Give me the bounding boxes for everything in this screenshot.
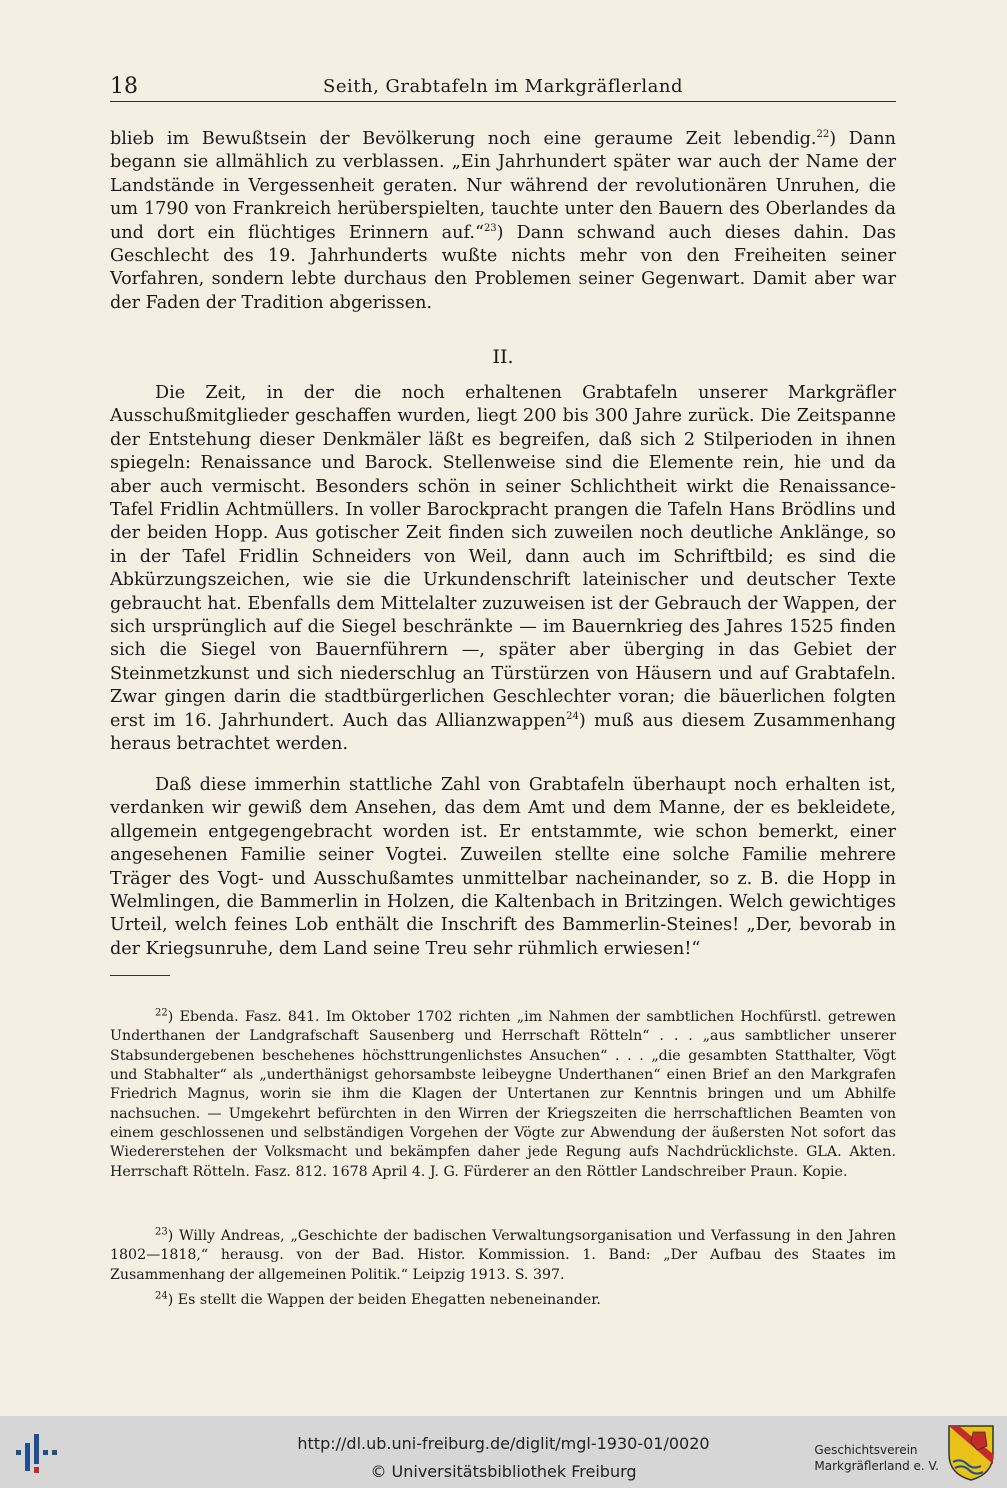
viewer-footer (0, 1416, 1007, 1488)
paragraph-text: Daß diese immerhin stattliche Zahl von Grabtafeln überhaupt noch erhalten ist, verdanken wir gewiß dem Ansehen, das dem Amt und dem Manne, der es bekleidete, allgemein entgegengebracht worden ist. Er entstammte, wie schon bemerkt, einer angesehenen Familie seiner Vogtei. Zuweilen stellte eine solche Familie mehrere Träger des Vogt- und Ausschußamtes unmittelbar nacheinander, so z. B. die Hopp in Welmlingen, die Bammerlin in Holzen, die Kaltenbach in Britzingen. Welch gewichtiges Urteil, welch feines Lob enthält die Inschrift des Bammerlin-Steines! „Der, bevorab in der Kriegsunruhe, dem Land seine Treu sehr rühmlich erwiesen!“ (110, 775, 896, 959)
paragraph-text: blieb im Bewußtsein der Bevölkerung noch eine geraume Zeit lebendig. (110, 129, 817, 149)
section-heading: II. (492, 346, 514, 368)
body-paragraph (110, 774, 896, 961)
body-paragraph (110, 382, 896, 757)
page-number: 18 (110, 74, 138, 99)
footnote-ref: 24 (566, 710, 579, 722)
footnote (110, 994, 896, 1196)
coat-of-arms-icon (947, 1424, 995, 1482)
footnote (110, 1277, 896, 1325)
footnote-marker: 23 (155, 1226, 168, 1238)
footnote-rule (110, 975, 170, 976)
publisher-name (814, 1442, 939, 1474)
footnote-marker: 22 (155, 1007, 168, 1019)
publisher-line: Markgräflerland e. V. (814, 1459, 939, 1473)
paragraph-text: ) Dann begann sie allmählich zu verblassen. „Ein Jahrhundert später war auch der Name der Landstände in Vergessenheit geraten. Nur während der revolutionären Unruhen, die um 1790 von Frankreich herüberspielten, tauchte unter den Bauern des Oberlandes da und dort ein flüchtiges Erinnern auf.“ (110, 129, 896, 243)
footnote-ref: 23 (483, 222, 497, 234)
publisher-line: Geschichtsverein (814, 1443, 918, 1457)
footnote-text: ) Ebenda. Fasz. 841. Im Oktober 1702 richten „im Nahmen der sambtlichen Hochfürstl. getrewen Underthanen der Landgrafschaft Sausenberg und Herrschaft Rötteln“ . . . „aus sambtlicher unserer Stabsundergebenen beschehenes höchsttrungenlichstes Ansuchen“ . . . „die gesambten Statthalter, Vögt und Stabhalter“ als „underthänigst gehorsambste leibeygne Underthanen“ einen Brief an den Markgrafen Friedrich Magnus, worin sie ihm die Klagen der Untertanen zur Kenntnis bringen und um Abhilfe nachsuchen. — Umgekehrt befürchten in den Wirren der Kriegszeiten die herrschaftlichen Beamten von einem geschlossenen und selbständigen Vorgehen der Vögte zur Abwendung der äußersten Not sofort das Wiedererstehen der Volksmacht und bekämpfen daher jede Regung aufs Nachdrücklichste. GLA. Akten. Herrschaft Rötteln. Fasz. 812. 1678 April 4. J. G. Fürderer an den Röttler Landschreiber Praun. Kopie. (110, 1009, 896, 1180)
header-rule (110, 101, 896, 102)
page-header (110, 72, 896, 102)
permalink-url[interactable]: http://dl.ub.uni-freiburg.de/diglit/mgl-1930-01/0020 (297, 1434, 710, 1453)
paragraph-text: ) Dann schwand auch dieses dahin. Das Geschlecht des 19. Jahrhunderts wußte nichts mehr von den Freiheiten seiner Vorfahren, sondern lebte durchaus den Problemen seiner Gegenwart. Damit aber war der Faden der Tradition abgerissen. (110, 222, 896, 313)
footnote-marker: 24 (155, 1290, 168, 1302)
paragraph-text: Die Zeit, in der die noch erhaltenen Grabtafeln unserer Markgräfler Ausschußmitglieder geschaffen wurden, liegt 200 bis 300 Jahre zurück. Die Zeitspanne der Entstehung dieser Denkmäler läßt es begreifen, daß sich 2 Stilperioden in ihnen spiegeln: Renaissance und Barock. Stellenweise sind die Elemente rein, hie und da aber auch vermischt. Besonders schön in seiner Schlichtheit wirkt die Renaissance-Tafel Fridlin Achtmüllers. In voller Barockpracht prangen die Tafeln Hans Brödlins und der beiden Hopp. Aus gotischer Zeit finden sich zuweilen noch deutliche Anklänge, so in der Tafel Fridlin Schneiders von Weil, dann auch im Schriftbild; es sind die Abkürzungszeichen, wie sie die Urkundenschrift lateinischer und deutscher Texte gebraucht hat. Ebenfalls dem Mittelalter zuzuweisen ist der Gebrauch der Wappen, der sich ursprünglich auf die Siegel beschränkte — im Bauernkrieg des Jahres 1525 finden sich die Siegel von Bauernführern —, später aber überging in das Gebiet der Steinmetzkunst und sich niederschlug an Türstürzen von Häusern und auf Grabtafeln. Zwar gingen darin die stadtbürgerlichen Geschlechter voran; die bäuerlichen folgten erst im 16. Jahrhundert. Auch das Allianzwappen (110, 383, 896, 731)
footnote-text: ) Es stellt die Wappen der beiden Ehegatten nebeneinander. (167, 1292, 601, 1309)
body-paragraph (110, 128, 896, 315)
paragraph-text: ) muß aus diesem Zusammenhang heraus betrachtet werden. (110, 710, 896, 755)
footnote-ref: 22 (816, 129, 830, 141)
copyright-notice: © Universitätsbibliothek Freiburg (370, 1462, 637, 1481)
footnote-text: ) Willy Andreas, „Geschichte der badischen Verwaltungsorganisation und Verfassung in den Jahren 1802—1818,“ herausg. von der Bad. Histor. Kommission. 1. Band: „Der Aufbau des Staates im Zusammenhang der allgemeinen Politik.“ Leipzig 1913. S. 397. (110, 1228, 896, 1283)
running-title: Seith, Grabtafeln im Markgräflerland (323, 76, 683, 97)
